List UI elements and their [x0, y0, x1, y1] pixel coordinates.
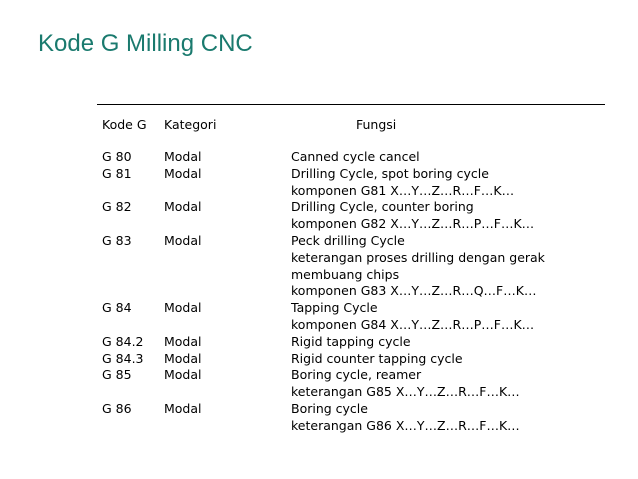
fungsi-cell — [291, 233, 545, 300]
fungsi-line: Boring cycle — [291, 400, 368, 416]
kategori-cell: Modal — [164, 300, 202, 316]
fungsi-line: Tapping Cycle — [291, 300, 378, 316]
fungsi-line: membuang chips — [291, 266, 400, 282]
fungsi-line: Canned cycle cancel — [291, 149, 420, 164]
fungsi-cell — [291, 199, 534, 233]
kode-g-cell: G 84 — [102, 300, 132, 316]
column-header-kode-g: Kode G — [102, 117, 147, 132]
table-row — [0, 351, 638, 368]
kode-g-cell: G 83 — [102, 232, 132, 248]
fungsi-cell — [291, 300, 534, 334]
fungsi-cell — [291, 367, 520, 401]
kategori-cell: Modal — [164, 199, 202, 215]
kategori-cell: Modal — [164, 149, 202, 164]
column-header-kategori: Kategori — [164, 117, 217, 132]
fungsi-cell — [291, 334, 411, 351]
kode-g-cell: G 82 — [102, 199, 132, 215]
table-row — [0, 166, 638, 200]
table-row — [0, 334, 638, 351]
fungsi-line: komponen G83 X…Y…Z…R…Q…F…K… — [291, 283, 537, 299]
fungsi-line: keterangan G86 X…Y…Z…R…F…K… — [291, 417, 520, 433]
kategori-cell: Modal — [164, 232, 202, 248]
kategori-cell: Modal — [164, 350, 202, 366]
kode-g-cell: G 86 — [102, 400, 132, 416]
table-row — [0, 149, 638, 166]
kategori-cell: Modal — [164, 400, 202, 416]
table-row — [0, 199, 638, 233]
fungsi-line: keterangan G85 X…Y…Z…R…F…K… — [291, 384, 520, 400]
g-code-table-body — [0, 149, 638, 435]
fungsi-line: Rigid counter tapping cycle — [291, 350, 463, 366]
fungsi-line: keterangan proses drilling dengan gerak — [291, 249, 545, 265]
page-title: Kode G Milling CNC — [38, 30, 253, 57]
kategori-cell: Modal — [164, 165, 202, 181]
kode-g-cell: G 85 — [102, 367, 132, 383]
fungsi-cell — [291, 401, 520, 435]
fungsi-line: Rigid tapping cycle — [291, 333, 411, 349]
kode-g-cell: G 81 — [102, 165, 132, 181]
table-row — [0, 300, 638, 334]
kode-g-cell: G 80 — [102, 149, 132, 164]
table-top-divider — [97, 104, 605, 105]
kategori-cell: Modal — [164, 367, 202, 383]
fungsi-line: komponen G84 X…Y…Z…R…P…F…K… — [291, 316, 535, 332]
fungsi-cell — [291, 166, 514, 200]
fungsi-line: komponen G82 X…Y…Z…R…P…F…K… — [291, 216, 535, 232]
fungsi-cell — [291, 351, 463, 368]
kategori-cell: Modal — [164, 333, 202, 349]
fungsi-line: Drilling Cycle, counter boring — [291, 199, 474, 215]
fungsi-line: Peck drilling Cycle — [291, 232, 405, 248]
kode-g-cell: G 84.3 — [102, 350, 144, 366]
table-row — [0, 367, 638, 401]
fungsi-line: komponen G81 X…Y…Z…R…F…K… — [291, 182, 515, 198]
kode-g-cell: G 84.2 — [102, 333, 144, 349]
fungsi-line: Drilling Cycle, spot boring cycle — [291, 165, 489, 181]
column-header-fungsi: Fungsi — [356, 117, 397, 132]
fungsi-line: Boring cycle, reamer — [291, 367, 422, 383]
table-row — [0, 401, 638, 435]
table-row — [0, 233, 638, 300]
fungsi-cell — [291, 149, 420, 166]
